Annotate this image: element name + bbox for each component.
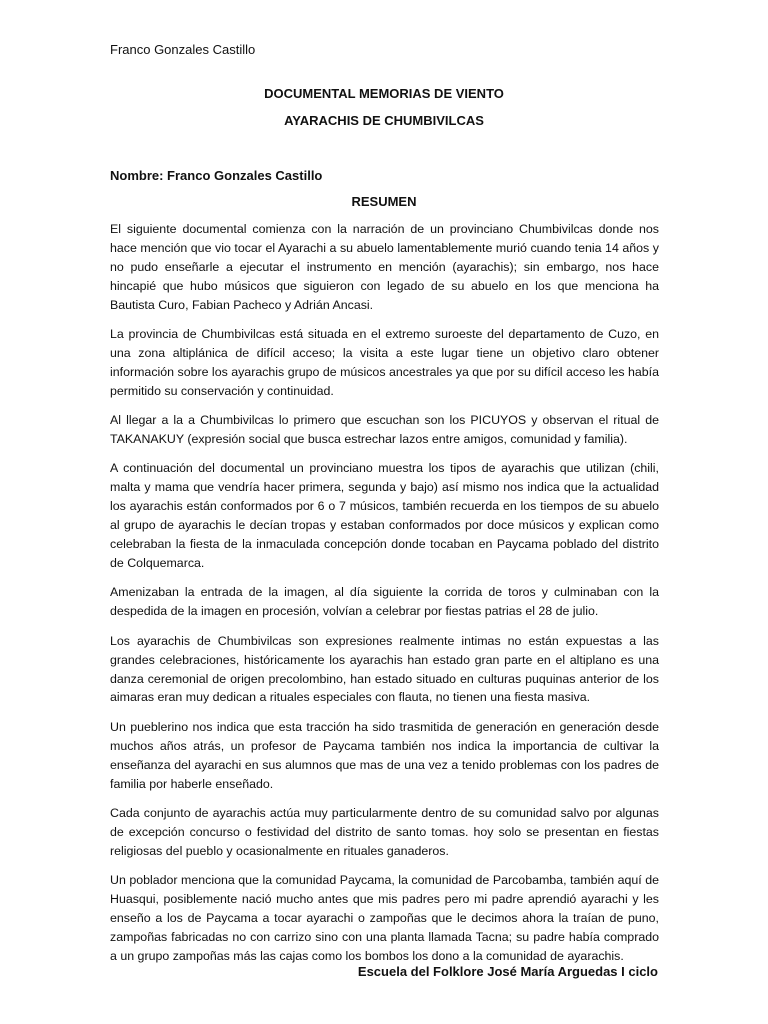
document-subtitle: AYARACHIS DE CHUMBIVILCAS — [284, 113, 484, 128]
body-paragraph: La provincia de Chumbivilcas está situada en el extremo suroeste del departamento de Cuzo, en una zona altiplánica de difícil acceso; la visita a este lugar tiene un objetivo claro obtener información sobre los ayarachis grupo de músicos ancestrales ya que por su difícil acceso les había permitido su conservación y continuidad. — [110, 327, 659, 398]
body-paragraph: El siguiente documental comienza con la narración de un provinciano Chumbivilcas donde nos hace mención que vio tocar el Ayarachi a su abuelo lamentablemente murió cuando tenia 14 años y no pudo enseñarle a ejecutar el instrumento en mención (ayarachis); sin embargo, nos hace hincapié que hubo músicos que siguieron con legado de su abuelo en los que menciona ha Bautista Curo, Fabian Pacheco y Adrián Ancasi. — [110, 222, 659, 312]
document-title: DOCUMENTAL MEMORIAS DE VIENTO — [264, 86, 504, 101]
section-heading: RESUMEN — [351, 194, 417, 209]
body-paragraph: A continuación del documental un provinciano muestra los tipos de ayarachis que utilizan (chili, malta y mama que vendría hacer primera, segunda y bajo) así mismo nos indica que la actualidad los ayarachis están conformados por 6 o 7 músicos, también recuerda en los tiempos de su abuelo al grupo de ayarachis le decían tropas y estaban conformados por doce músicos y explican como celebraban la fiesta de la inmaculada concepción donde tocaban en Paycama poblado del distrito de Colquemarca. — [110, 461, 659, 570]
header-author: Franco Gonzales Castillo — [110, 42, 256, 57]
footer-institution: Escuela del Folklore José María Arguedas I ciclo — [357, 964, 658, 979]
body-paragraph: Un poblador menciona que la comunidad Paycama, la comunidad de Parcobamba, también aquí de Huasqui, posiblemente nació mucho antes que mis padres pero mi padre aprendió ayarachi y les enseño a los de Paycama a tocar ayarachi o zampoñas que le decimos ahora la traían de puno, zampoñas fabricadas no con carrizo sino con una planta llamada Tacna; su padre había comprado a un grupo zampoñas más las cajas como los bombos los dono a la comunidad de ayarachis. — [110, 873, 659, 963]
body-paragraph: Al llegar a la a Chumbivilcas lo primero que escuchan son los PICUYOS y observan el ritual de TAKANAKUY (expresión social que busca estrechar lazos entre amigos, comunidad y familia). — [110, 413, 659, 447]
document-body — [110, 220, 659, 976]
author-name-line: Nombre: Franco Gonzales Castillo — [110, 168, 323, 183]
body-paragraph: Un pueblerino nos indica que esta tracción ha sido trasmitida de generación en generación desde muchos años atrás, un profesor de Paycama también nos indica la importancia de cultivar la enseñanza del ayarachi en sus alumnos que mas de una vez a tenido problemas con los padres de familia por haberle enseñado. — [110, 719, 659, 791]
body-paragraph: Cada conjunto de ayarachis actúa muy particularmente dentro de su comunidad salvo por algunas de excepción concurso o festividad del distrito de santo tomas. hoy solo se presentan en fiestas religiosas del pueblo y ocasionalmente en rituales ganaderos. — [110, 805, 659, 858]
body-paragraph: Amenizaban la entrada de la imagen, al día siguiente la corrida de toros y culminaban con la despedida de la imagen en procesión, volvían a celebrar por fiestas patrias el 28 de julio. — [110, 585, 659, 619]
body-paragraph: Los ayarachis de Chumbivilcas son expresiones realmente intimas no están expuestas a las grandes celebraciones, históricamente los ayarachis han estado gran parte en el altiplano es una danza ceremonial de origen precolombino, han estado situado en culturas puquinas anterior de los aimaras eran muy dedican a rituales especiales con flauta, no tienen una fiesta masiva. — [110, 633, 659, 705]
